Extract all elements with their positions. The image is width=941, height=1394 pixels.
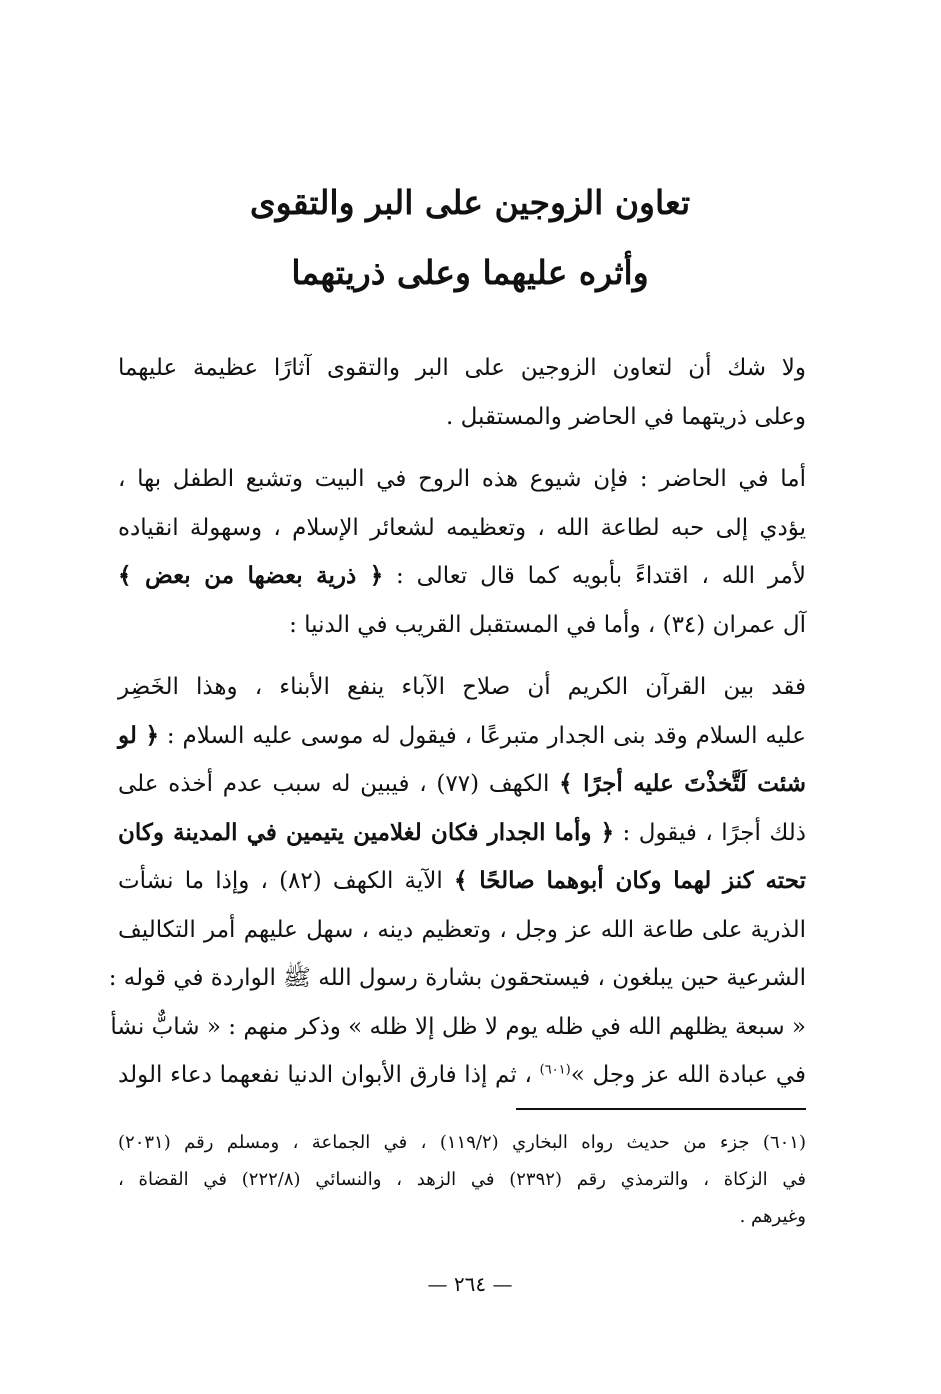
p3-line-5 — [118, 857, 806, 906]
p3-line-5-text: الآية الكهف (٨٢) ، وإذا ما نشأت — [118, 868, 443, 894]
quran-verse-law-start: ﴿ لو — [118, 721, 159, 749]
p1-line-1: ولا شك أن لتعاون الزوجين على البر والتقوى آثارًا عظيمة عليهما — [118, 355, 806, 381]
chapter-title — [120, 168, 820, 308]
footnotes — [118, 1124, 806, 1235]
footnote-reference[interactable]: (٦٠١) — [539, 1062, 571, 1078]
p3-line-6: الذرية على طاعة الله عز وجل ، وتعظيم دينه ، سهل عليهم أمر التكاليف — [118, 916, 806, 943]
paragraph-gap — [118, 441, 806, 455]
paragraph-gap — [118, 649, 806, 663]
title-line-2: وأثره عليهما وعلى ذريتهما — [291, 253, 649, 292]
p2-line-3 — [118, 552, 806, 601]
footnote-line-2: في الزكاة ، والترمذي رقم (٢٣٩٢) في الزهد ، والنسائي (٢٢٢/٨) في القضاة ، — [118, 1169, 806, 1190]
p3-line-2-text: عليه السلام وقد بنى الجدار متبرعًا ، فيقول له موسى عليه السلام : — [166, 722, 807, 749]
quran-verse-law-end: شئت لَتَّخذْتَ عليه أجرًا ﴾ — [559, 770, 807, 797]
body-text — [108, 344, 807, 1100]
p3-line-1: فقد بين القرآن الكريم أن صلاح الآباء ينفع الأبناء ، وهذا الخَضِر — [118, 674, 806, 700]
page-number: — ٢٦٤ — — [427, 1272, 513, 1296]
quran-verse-dhurriyya: ﴿ ذرية بعضها من بعض ﴾ — [118, 562, 384, 589]
p3-line-2 — [118, 712, 806, 761]
footnote-line-3: وغيرهم . — [739, 1206, 806, 1227]
p3-line-7: الشرعية حين يبلغون ، فيستحقون بشارة رسول الله ﷺ الواردة في قوله : — [108, 965, 806, 991]
quran-verse-jidar-end: تحته كنز لهما وكان أبوهما صالحًا ﴾ — [453, 867, 806, 894]
p3-line-4 — [118, 809, 806, 858]
p3-line-3-text: الكهف (٧٧) ، فيبين له سبب عدم أخذه على — [118, 771, 550, 797]
p3-line-9 — [118, 1051, 806, 1100]
p3-line-9-text-end: ، ثم إذا فارق الأبوان الدنيا نفعهما دعاء الولد — [118, 1062, 532, 1088]
p1-line-2: وعلى ذريتهما في الحاضر والمستقبل . — [446, 403, 806, 430]
p2-line-4: آل عمران (٣٤) ، وأما في المستقبل القريب في الدنيا : — [289, 611, 806, 638]
title-line-1: تعاون الزوجين على البر والتقوى — [249, 183, 691, 222]
p3-line-3 — [118, 760, 806, 809]
footnote-line-1: (٦٠١) جزء من حديث رواه البخاري (١١٩/٢) ، في الجماعة ، ومسلم رقم (٢٠٣١) — [118, 1132, 806, 1153]
footnote-separator — [516, 1108, 806, 1110]
p2-line-3-text: لأمر الله ، اقتداءً بأبويه كما قال تعالى : — [396, 563, 806, 589]
p3-line-4-text: ذلك أجرًا ، فيقول : — [622, 819, 806, 846]
p3-line-8: « سبعة يظلهم الله في ظله يوم لا ظل إلا ظله » وذكر منهم : « شابٌّ نشأ — [110, 1013, 806, 1040]
p3-line-9-text: في عبادة الله عز وجل » — [570, 1062, 806, 1088]
p2-line-2: يؤدي إلى حبه لطاعة الله ، وتعظيمه لشعائر الإسلام ، وسهولة انقياده — [118, 514, 806, 541]
p2-line-1: أما في الحاضر : فإن شيوع هذه الروح في البيت وتشبع الطفل بها ، — [118, 466, 806, 492]
quran-verse-jidar-start: ﴿ وأما الجدار فكان لغلامين يتيمين في المدينة وكان — [118, 818, 615, 846]
